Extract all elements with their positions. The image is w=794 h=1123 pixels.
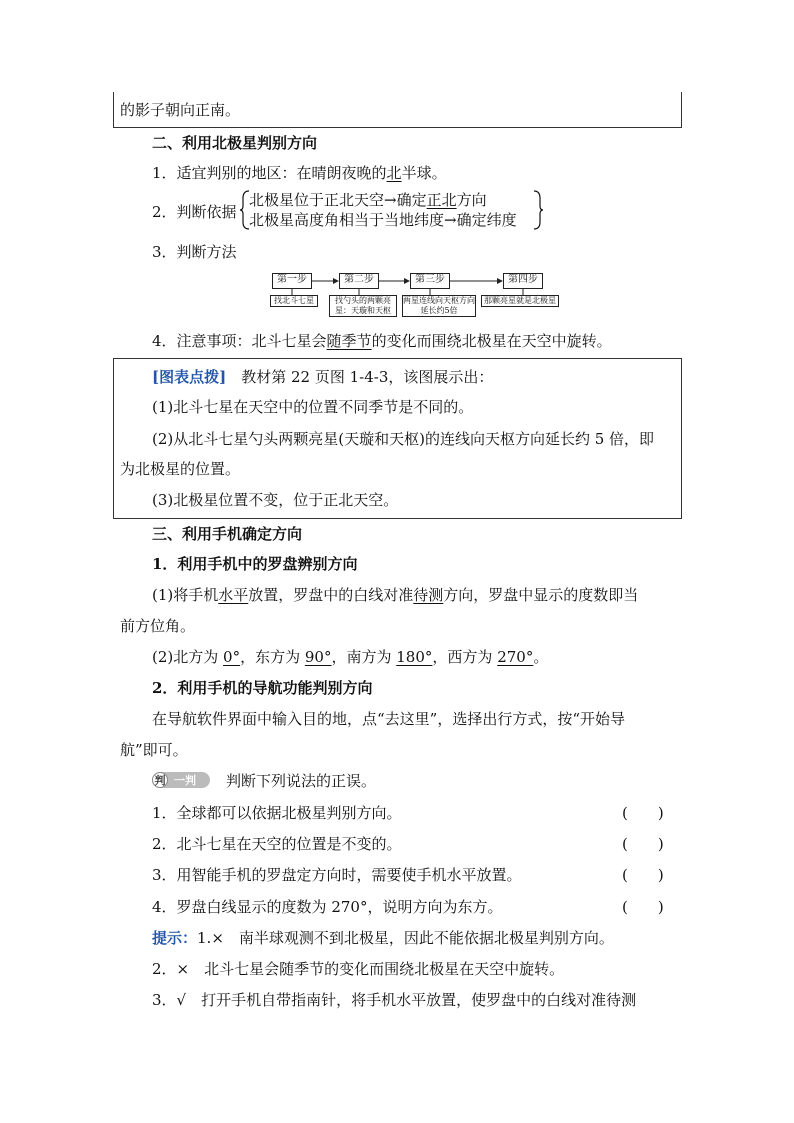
flow-desc-1: 找北斗七星 — [270, 295, 318, 307]
hint-line-1: 提示：1.× 南半球观测不到北极星，因此不能依据北极星判别方向。 — [152, 929, 614, 947]
nav-line-2: 航”即可。 — [120, 741, 188, 759]
judge-instruction: 判断下列说法的正误。 — [226, 772, 377, 790]
sec3-sub1: 1．利用手机中的罗盘辨别方向 — [152, 555, 358, 573]
judge-badge-text: 一判 — [174, 774, 196, 787]
flow-step-4: 第四步 — [503, 273, 543, 289]
judge-answer-3[interactable]: ( ) — [622, 866, 664, 884]
sec2-item3-label: 3．判断方法 — [152, 243, 237, 261]
hint-line-3: 3．√ 打开手机自带指南针，将手机水平放置，使罗盘中的白线对准待测 — [152, 991, 637, 1009]
judge-badge-char: 判 — [152, 772, 168, 788]
basis-line-1: 北极星位于正北天空→确定正北方向 — [249, 191, 487, 209]
sec3-compass-line1: (1)将手机水平放置，罗盘中的白线对准待测方向，罗盘中显示的度数即当 — [152, 586, 639, 604]
sec2-item2-label: 2．判断依据 — [152, 203, 237, 221]
flow-desc-3: 两星连线向天枢方向延长约5倍 — [403, 296, 475, 315]
judge-badge — [152, 772, 210, 788]
note-intro-line: [图表点拨] 教材第 22 页图 1-4-3，该图展示出： — [152, 368, 494, 386]
flow-step-3: 第三步 — [410, 273, 450, 289]
note-point-2-line2: 为北极星的位置。 — [120, 460, 241, 478]
judge-item-3: 3．用智能手机的罗盘定方向时，需要使手机水平放置。 — [152, 866, 522, 884]
flow-desc-4: 那颗亮星就是北极星 — [481, 295, 559, 307]
sec3-degrees: (2)北方为 0°，东方为 90°，南方为 180°，西方为 270°。 — [152, 648, 549, 666]
note-point-3: (3)北极星位置不变，位于正北天空。 — [152, 491, 399, 509]
judge-answer-1[interactable]: ( ) — [622, 804, 664, 822]
hint-line-2: 2．× 北斗七星会随季节的变化而围绕北极星在天空中旋转。 — [152, 960, 565, 978]
sec3-sub2: 2．利用手机的导航功能判别方向 — [152, 679, 373, 697]
section-heading-phone: 三、利用手机确定方向 — [152, 525, 303, 543]
sec2-item4: 4．注意事项：北斗七星会随季节的变化而围绕北极星在天空中旋转。 — [152, 332, 612, 350]
flow-step-2: 第二步 — [339, 273, 379, 289]
section-heading-polaris: 二、利用北极星判别方向 — [152, 134, 318, 152]
flow-step-1: 第一步 — [272, 273, 312, 289]
note-point-2-line1: (2)从北斗七星勺头两颗亮星(天璇和天枢)的连线向天枢方向延长约 5 倍，即 — [152, 430, 655, 448]
continued-text: 的影子朝向正南。 — [120, 101, 241, 119]
judge-item-4: 4．罗盘白线显示的度数为 270°，说明方向为东方。 — [152, 898, 503, 916]
sec3-compass-line2: 前方位角。 — [120, 617, 196, 635]
sec2-item1: 1．适宜判别的地区：在晴朗夜晚的北半球。 — [152, 164, 447, 182]
judge-answer-2[interactable]: ( ) — [622, 835, 664, 853]
note-point-1: (1)北斗七星在天空中的位置不同季节是不同的。 — [152, 398, 474, 416]
note-tag: [图表点拨] — [152, 368, 227, 386]
flow-desc-2: 找勺头的两颗亮星：天璇和天枢 — [329, 295, 397, 317]
basis-line-2: 北极星高度角相当于当地纬度→确定纬度 — [249, 211, 517, 229]
judge-item-1: 1．全球都可以依据北极星判别方向。 — [152, 804, 402, 822]
nav-line-1: 在导航软件界面中输入目的地，点“去这里”，选择出行方式，按“开始导 — [152, 710, 626, 728]
hint-label: 提示： — [152, 929, 198, 947]
judge-item-2: 2．北斗七星在天空的位置是不变的。 — [152, 835, 402, 853]
right-brace-icon — [533, 190, 543, 230]
judge-answer-4[interactable]: ( ) — [622, 898, 664, 916]
